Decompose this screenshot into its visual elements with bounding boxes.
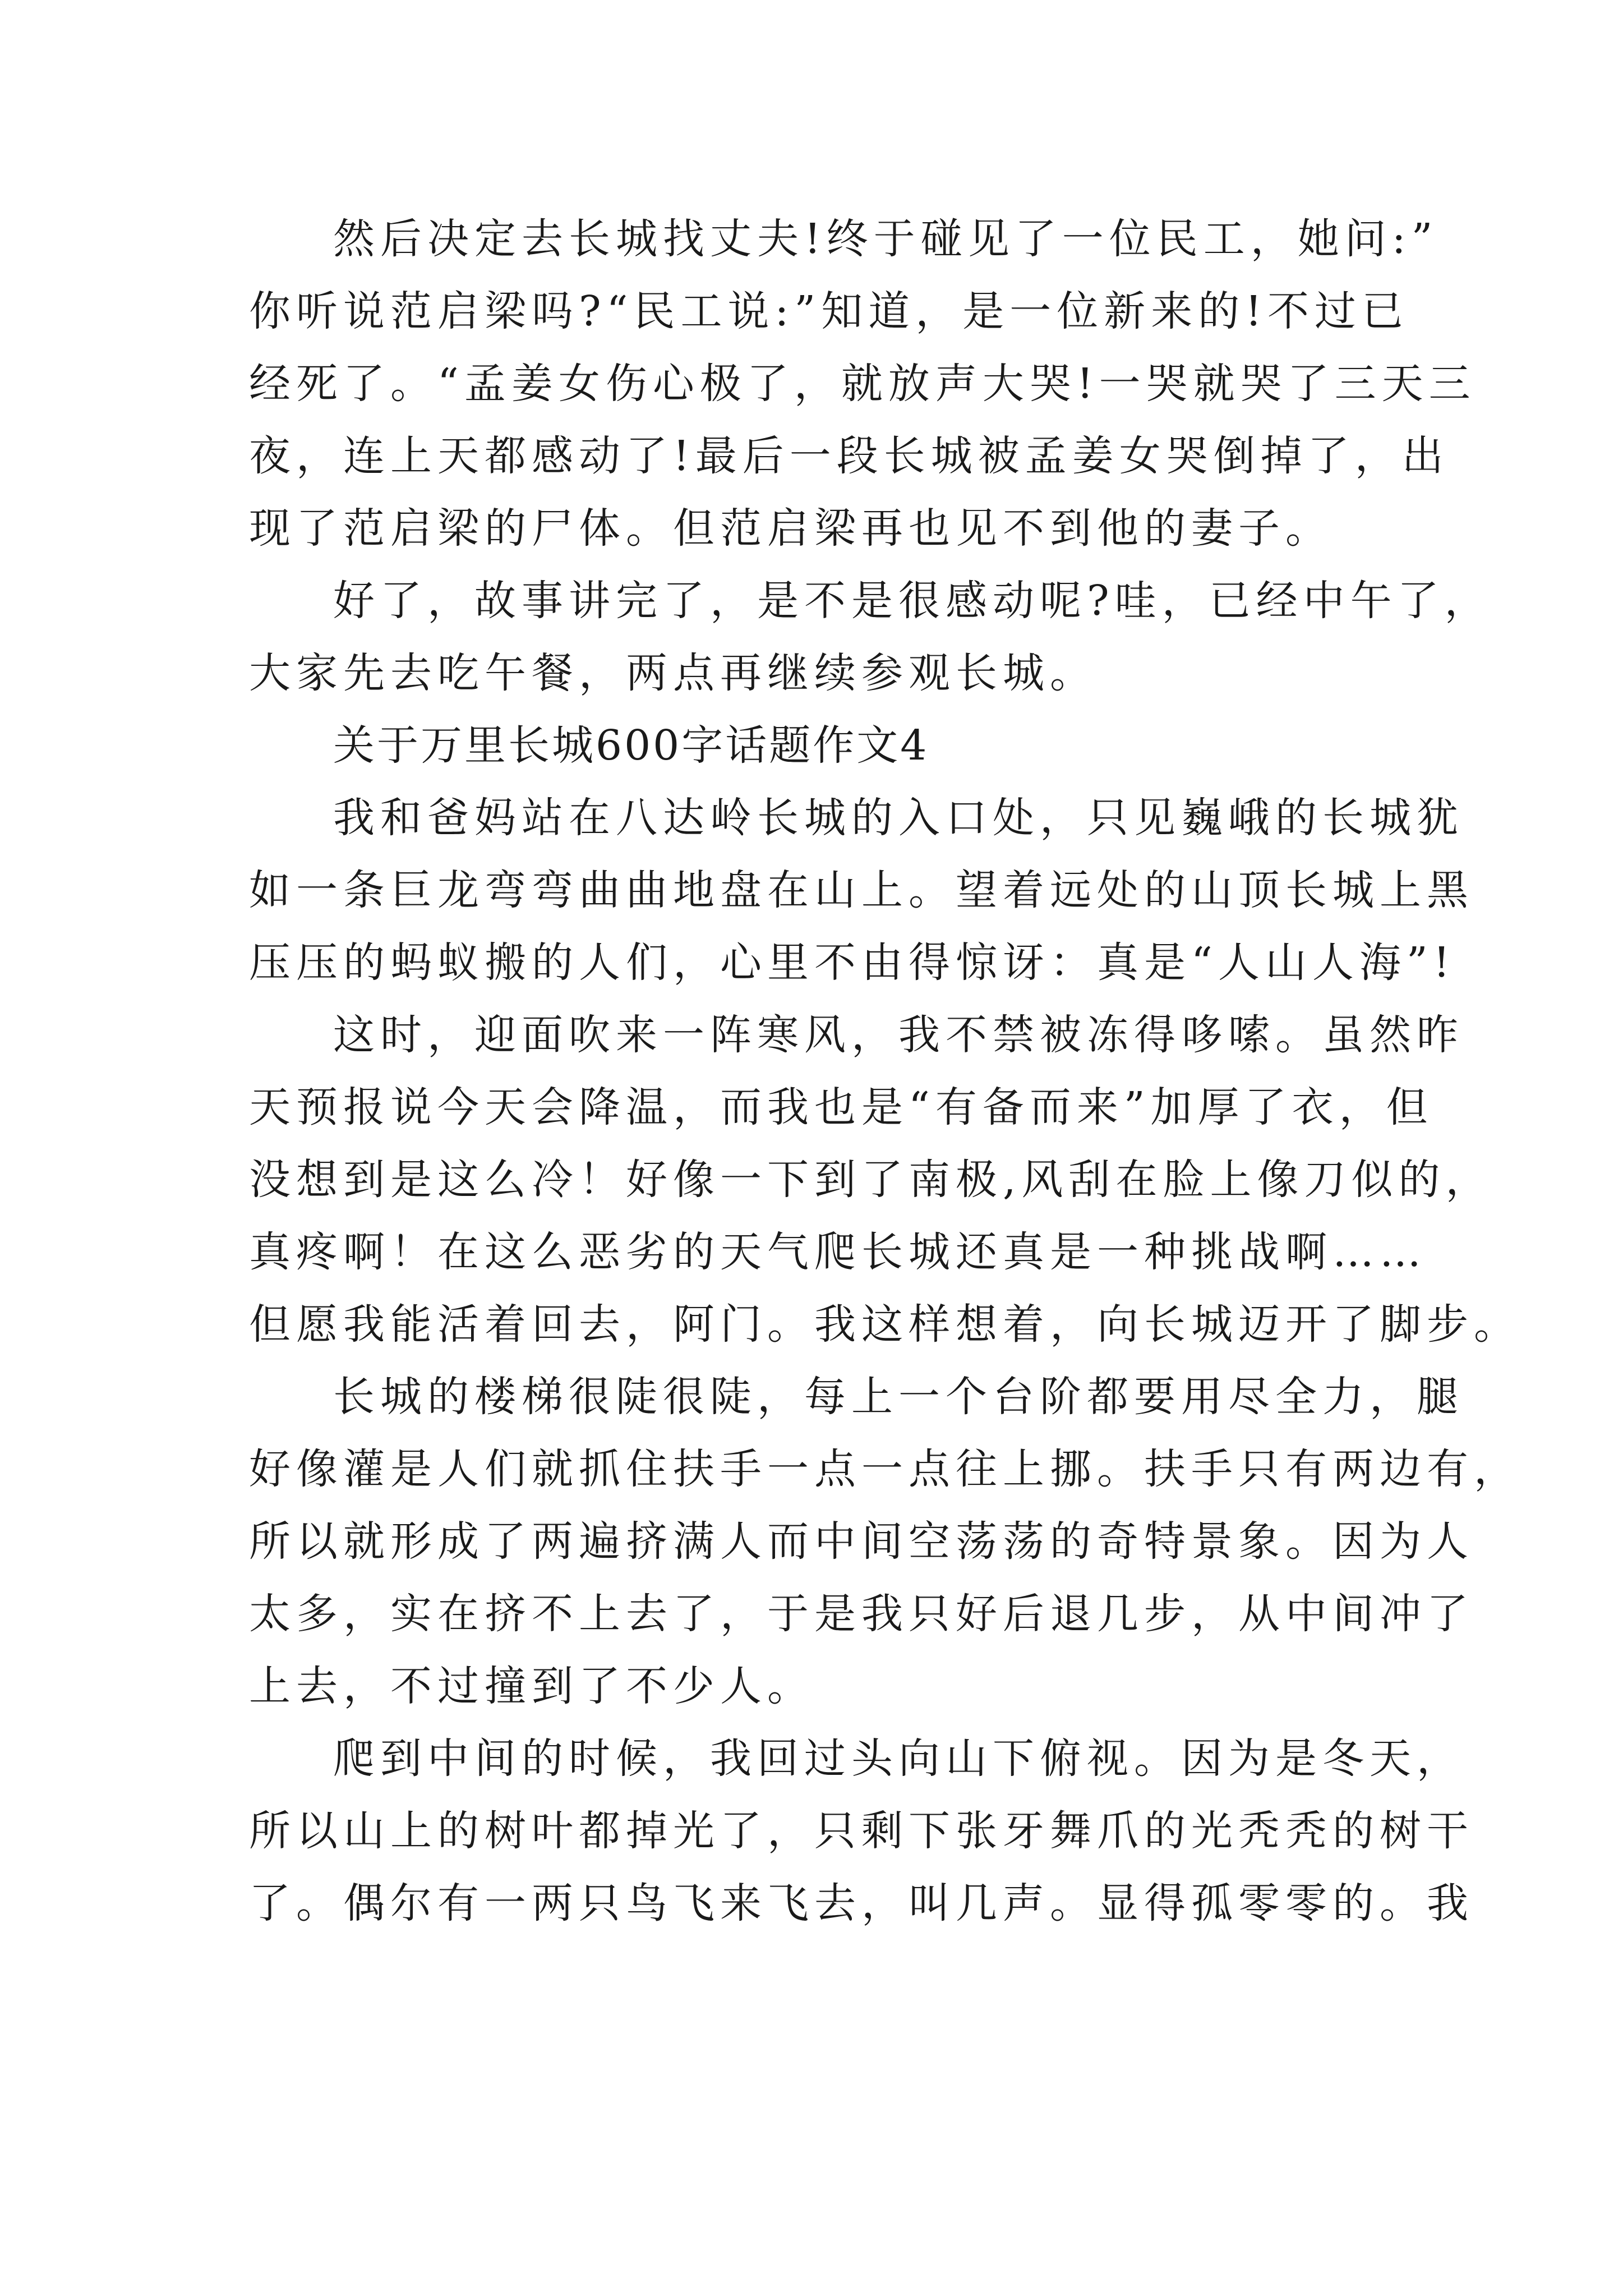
text-line: 没想到是这么冷！好像一下到了南极,风刮在脸上像刀似的，: [249, 1156, 1493, 1204]
text-line: 真疼啊！在这么恶劣的天气爬长城还真是一种挑战啊……: [249, 1228, 1427, 1276]
text-line: 这时，迎面吹来一阵寒风，我不禁被冻得哆嗦。虽然昨: [333, 1011, 1464, 1059]
text-line: 爬到中间的时候，我回过头向山下俯视。因为是冬天，: [333, 1734, 1464, 1783]
text-line: 天预报说今天会降温，而我也是“有备而来”加厚了衣，但: [249, 1083, 1433, 1131]
essay-heading: [249, 710, 1387, 782]
paragraph-cold-wind: [249, 999, 1521, 1361]
text-line: 夜，连上天都感动了!最后一段长城被孟姜女哭倒掉了，出: [249, 432, 1449, 480]
text-line: 压压的蚂蚁搬的人们，心里不由得惊讶：真是“人山人海”!: [249, 938, 1456, 987]
text-line: 我和爸妈站在八达岭长城的入口处，只见巍峨的长城犹: [333, 794, 1464, 842]
text-line: 现了范启梁的尸体。但范启梁再也见不到他的妻子。: [249, 504, 1332, 553]
text-line: 了。偶尔有一两只鸟飞来飞去，叫几声。显得孤零零的。我: [249, 1879, 1474, 1927]
text-line: 大家先去吃午餐，两点再继续参观长城。: [249, 649, 1097, 697]
text-line: 好了，故事讲完了，是不是很感动呢?哇，已经中午了，: [333, 577, 1492, 625]
text-line: 然后决定去长城找丈夫!终于碰见了一位民工，她问:”: [333, 215, 1438, 263]
text-line: 但愿我能活着回去，阿门。我这样想着，向长城迈开了脚步。: [249, 1300, 1521, 1349]
paragraph-badaling-entrance: [249, 782, 1474, 999]
paragraph-steep-stairs: [249, 1361, 1521, 1723]
text-line: 好像灌是人们就抓住扶手一点一点往上挪。扶手只有两边有，: [249, 1445, 1521, 1493]
text-line: 你听说范启梁吗?“民工说:”知道，是一位新来的!不过已: [249, 287, 1409, 335]
document-body: [249, 203, 1521, 1940]
essay-title: 关于万里长城600字话题作文4: [333, 721, 929, 770]
text-line: 所以就形成了两遍挤满人而中间空荡荡的奇特景象。因为人: [249, 1517, 1474, 1566]
text-line: 所以山上的树叶都掉光了，只剩下张牙舞爪的光秃秃的树干: [249, 1807, 1474, 1855]
text-line: 太多，实在挤不上去了，于是我只好后退几步，从中间冲了: [249, 1590, 1474, 1638]
text-line: 经死了。“孟姜女伤心极了，就放声大哭!一哭就哭了三天三: [249, 360, 1476, 408]
text-line: 长城的楼梯很陡很陡，每上一个台阶都要用尽全力，腿: [333, 1373, 1464, 1421]
paragraph-story-continuation: [249, 203, 1476, 565]
paragraph-looking-down: [249, 1723, 1474, 1940]
paragraph-story-end: [249, 565, 1492, 710]
text-line: 上去，不过撞到了不少人。: [249, 1662, 814, 1710]
text-line: 如一条巨龙弯弯曲曲地盘在山上。望着远处的山顶长城上黑: [249, 866, 1474, 914]
